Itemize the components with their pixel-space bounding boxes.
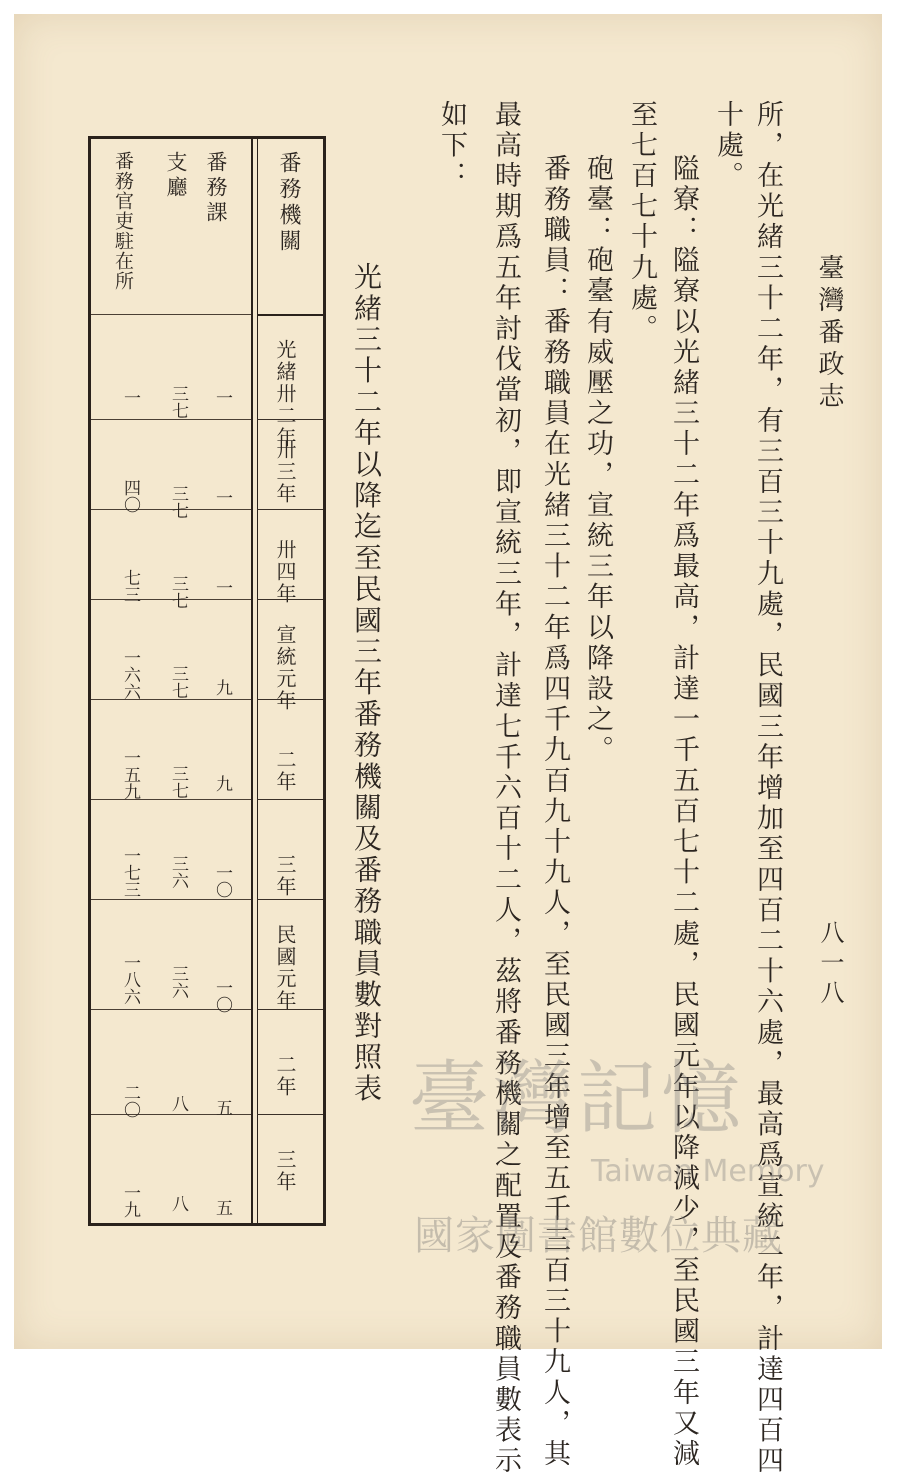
table-cell: 九 [212,679,232,696]
body-column: 最高時期爲五年討伐當初，即宣統三年，計達七千六百十二人，茲將番務機關之配置及番務職員數表示 [490,100,521,1477]
table-cell: 一八六 [120,954,140,1005]
body-column: 番務職員：番務職員在光緒三十二年爲四千九百九十九人，至民國三年增至五千三百三十九人，其 [539,154,570,1470]
table-cell: 一〇 [212,979,232,1013]
table-cell: 三七 [168,665,188,699]
table-cell: 三七 [168,765,188,799]
book-title: 臺灣番政志 [814,254,844,414]
year-header: 宣統元年 [273,624,297,712]
table-cell: 一七三 [120,847,140,898]
comparison-table [88,136,326,1226]
table-cell: 三七 [168,485,188,519]
table-cell: 三六 [168,855,188,889]
body-column: 所，在光緒三十二年，有三百三十九處，民國三年增加至四百二十六處，最高爲宣統二年，計達四百四 [752,100,783,1477]
table-cell: 五 [212,1199,232,1216]
watermark [409,1034,849,1264]
row-label: 番務課 [204,151,228,226]
table-cell: 一 [120,389,140,406]
table-cell: 四〇 [120,479,140,513]
table-cell: 八 [168,1095,188,1112]
table-cell: 三七 [168,575,188,609]
table-cell: 一 [212,579,232,596]
body-column: 如下： [436,100,467,192]
document-page [14,14,882,1477]
body-column: 至七百七十九處。 [626,100,657,345]
year-header: 二年 [273,749,297,793]
row-label: 番務官吏駐在所 [112,151,134,291]
table-cell: 三六 [168,965,188,999]
table-cell: 八 [168,1195,188,1212]
table-cell: 一五九 [120,749,140,800]
table-cell: 一 [212,489,232,506]
body-column: 十處。 [712,100,743,192]
year-header: 二年 [273,1054,297,1098]
year-header: 民國元年 [273,924,297,1012]
table-cell: 一六六 [120,649,140,700]
year-header: 卅三年 [273,439,297,505]
table-header-column [257,139,323,1223]
corner-header: 番務機關 [276,151,301,255]
body-column: 砲臺：砲臺有威壓之功，宣統三年以降設之。 [582,154,613,766]
table-title: 光緒三十二年以降迄至民國三年番務機關及番務職員數對照表 [350,262,383,1105]
year-header: 三年 [273,1149,297,1193]
table-cell: 三七 [168,385,188,419]
row-label: 支廳 [164,151,188,201]
year-header: 三年 [273,854,297,898]
table-divider [251,139,253,1223]
watermark-institution: 國家圖書館數位典藏 [414,1213,783,1259]
body-column: 隘寮：隘寮以光緒三十二年爲最高，計達一千五百七十二處，民國元年以降減少，至民國三年又減 [668,154,699,1470]
table-cell: 七三 [120,569,140,603]
table-cell: 五 [212,1099,232,1116]
table-cell: 二〇 [120,1084,140,1118]
year-header: 光緒卅二年 [273,339,297,449]
page-number: 八一八 [816,920,844,1010]
table-cell: 一 [212,389,232,406]
watermark-english: Taiwan Memory [591,1154,825,1189]
table-cell: 一九 [120,1184,140,1218]
table-cell: 九 [212,775,232,792]
table-cell: 一〇 [212,864,232,898]
year-header: 卅四年 [273,539,297,605]
watermark-logo-text: 臺灣記憶 [409,1052,745,1145]
